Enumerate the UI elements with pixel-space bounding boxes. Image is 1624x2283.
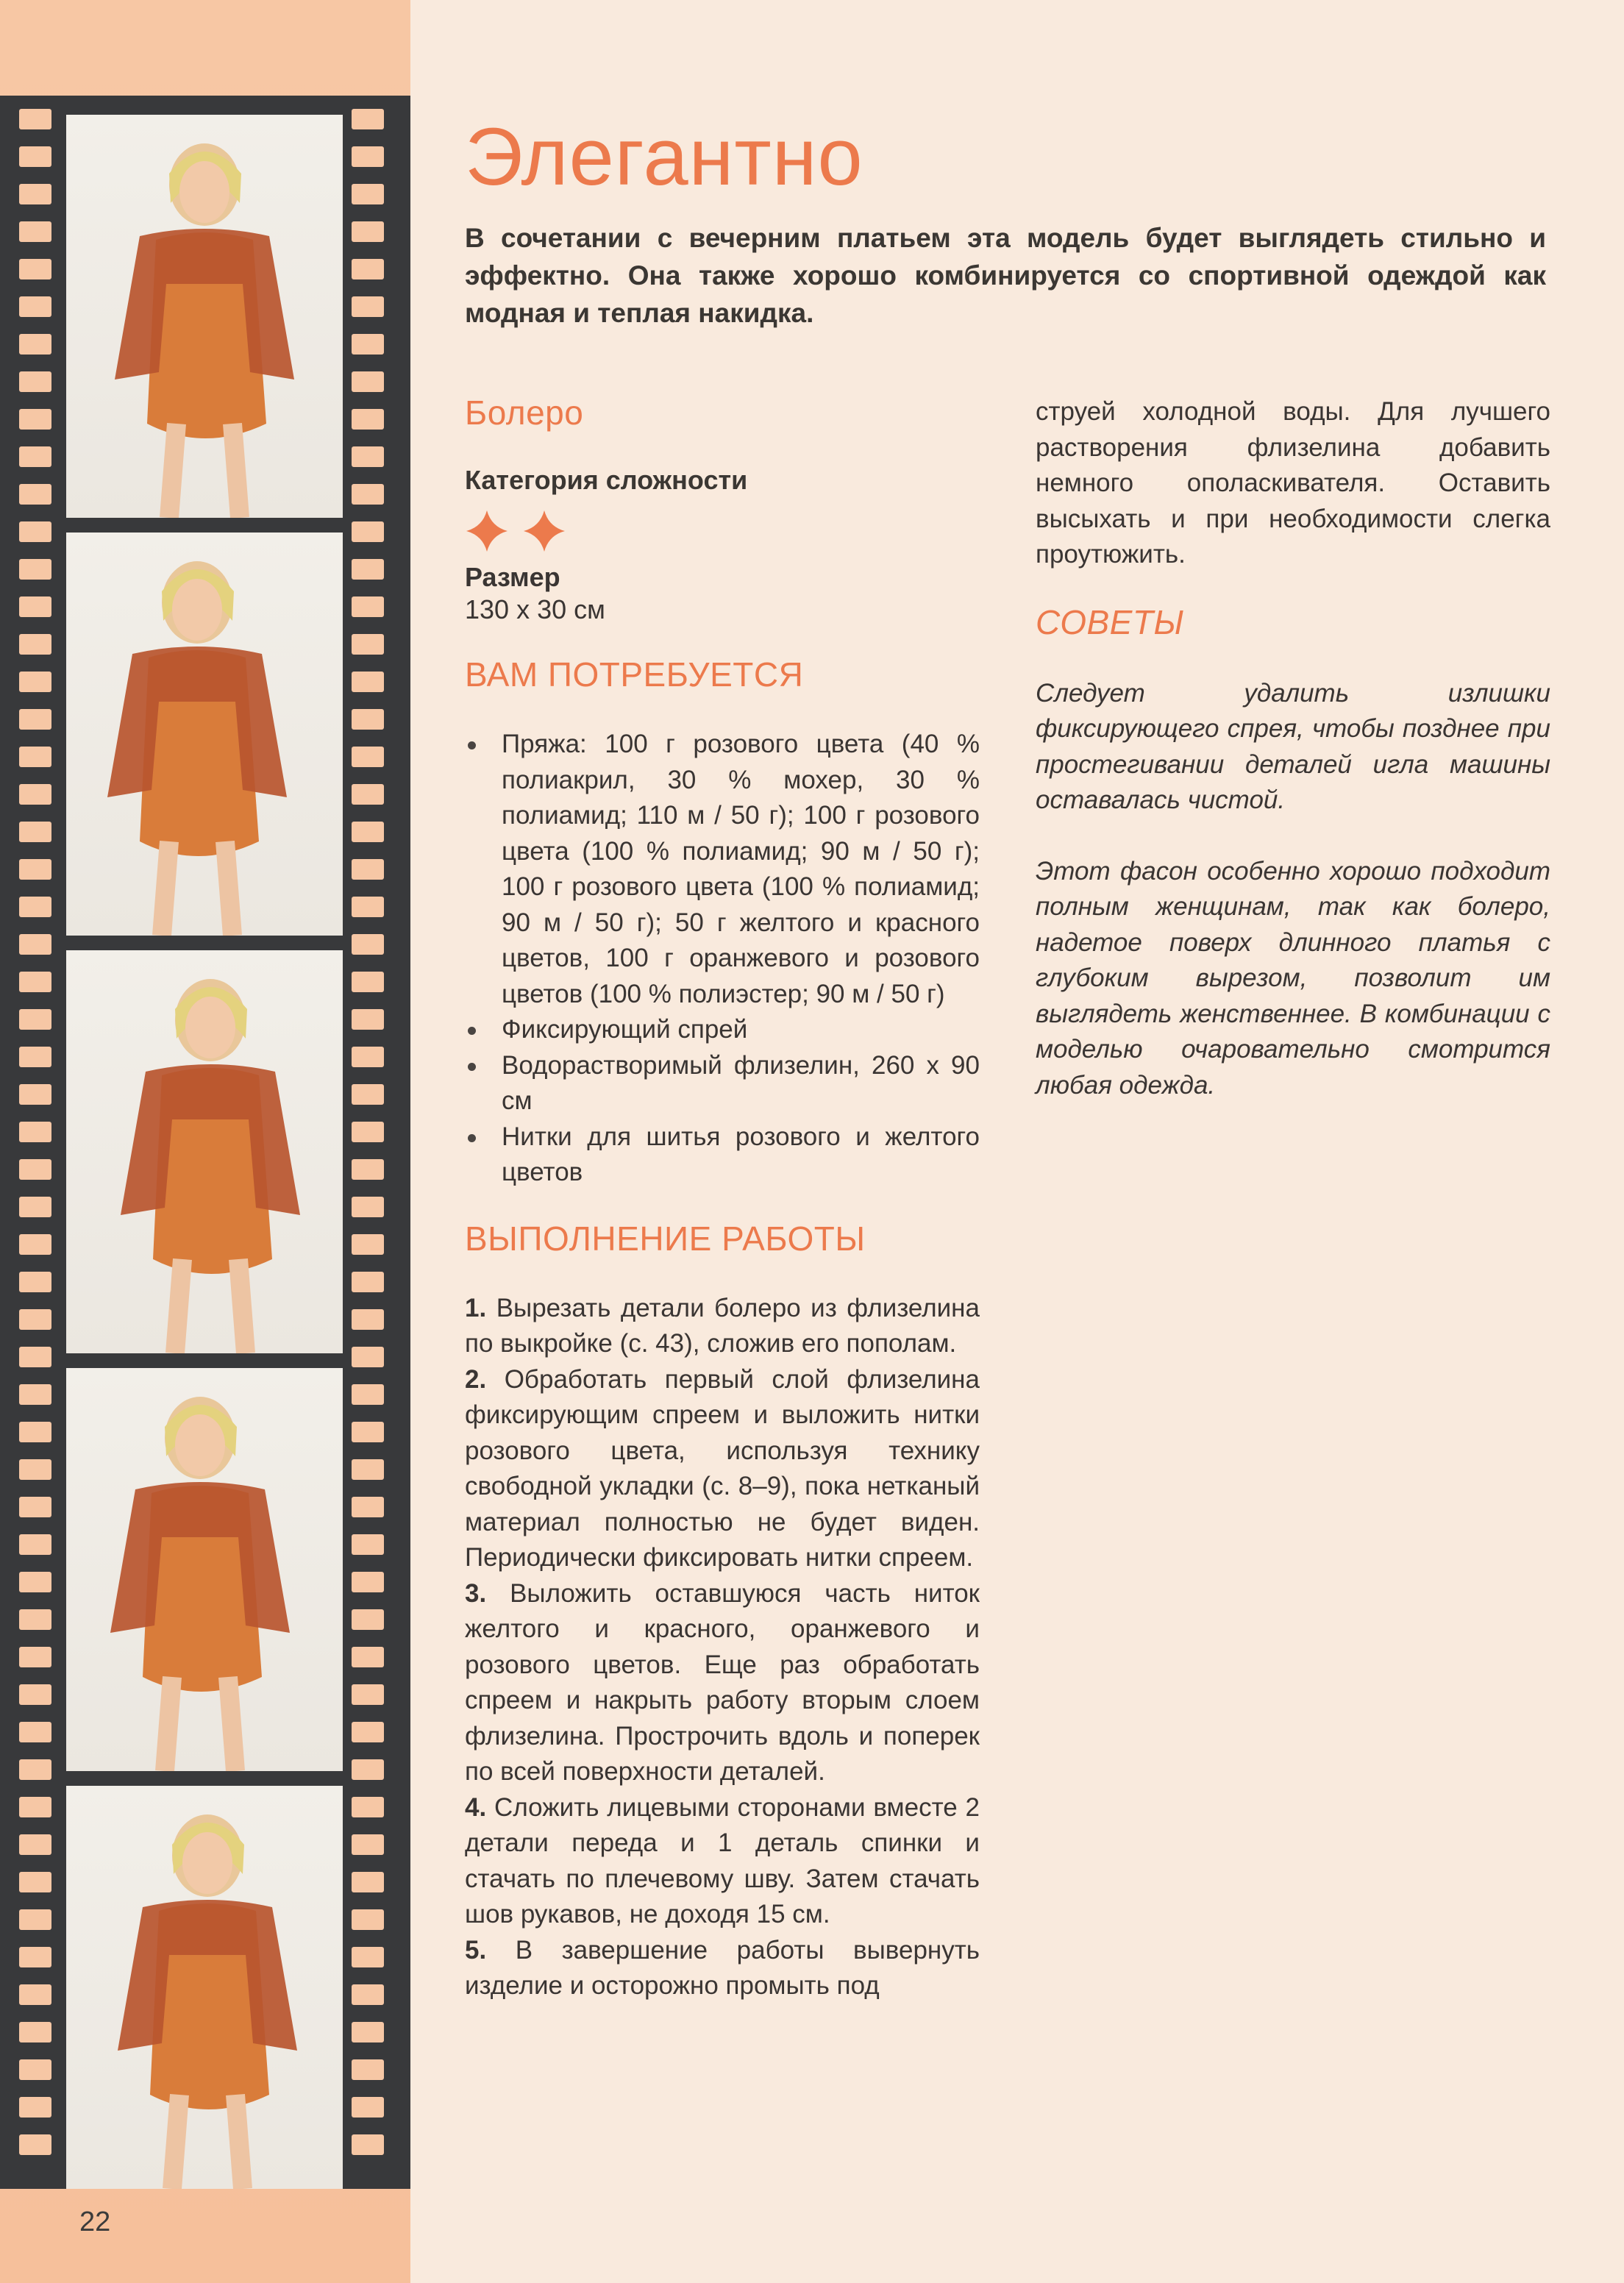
model-photo-2 [66,533,343,936]
right-column [1036,394,1550,1103]
film-perforations-right [352,109,384,2172]
materials-list [465,727,980,1191]
tips-text [1036,676,1550,1104]
step-number: 1. [465,1293,487,1322]
step-text: Вырезать детали болеро из флизелина по выкройке (с. 43), сложив его пополам. [465,1293,980,1358]
step-text: В завершение работы вывернуть изделие и осторожно промыть под [465,1935,980,2000]
difficulty-star-icon [466,510,508,552]
work-step [465,1576,980,1790]
size-value: 130 x 30 см [465,594,605,624]
model-photo-4 [66,1368,343,1771]
step-text: Сложить лицевыми сторонами вместе 2 детали переда и 1 деталь спинки и стачать по плечевому шву. Затем стачать шов рукавов, не доходя 15 см. [465,1792,980,1928]
size-label: Размер [465,562,560,592]
step-number: 5. [465,1935,487,1965]
model-photo-5 [66,1786,343,2189]
step-number: 4. [465,1792,487,1822]
bolero-heading: Болеро [465,393,584,432]
tip-paragraph: Этот фасон особенно хорошо подходит полным женщинам, так как болеро, надетое поверх длинного платья с глубоким вырезом, позволит им выглядеть женственнее. В комбинации с моделью очаровательно смотрится любая одежда. [1036,856,1550,1100]
materials-heading: ВАМ ПОТРЕБУЕТСЯ [465,655,804,694]
work-step [465,1933,980,2004]
work-heading: ВЫПОЛНЕНИЕ РАБОТЫ [465,1219,866,1258]
difficulty-rating [465,509,980,553]
tip-paragraph: Следует удалить излишки фиксирующего спрея, чтобы позднее при простегивании деталей игла машины оставалась чистой. [1036,678,1550,814]
work-step [465,1291,980,1362]
film-strip [0,96,410,2189]
step-text: Обработать первый слой флизелина фиксирующим спреем и выложить нитки розового цвета, используя технику свободной укладки (с. 8–9), пока нетканый материал полностью не будет виден. Периодически фиксировать нитки спреем. [465,1364,980,1572]
step-number: 2. [465,1364,487,1394]
step-text: Выложить оставшуюся часть ниток желтого и красного, оранжевого и розового цветов. Еще раз обработать спреем и накрыть работу вторым слоем флизелина. Прострочить вдоль и поперек по всей поверхности деталей. [465,1578,980,1786]
difficulty-label: Категория сложности [465,465,748,495]
work-step [465,1790,980,1933]
work-step [465,1362,980,1576]
left-column [465,390,980,2004]
model-photo-1 [66,115,343,518]
intro-text: В сочетании с вечерним платьем эта модель будет выглядеть стильно и эффектно. Она также хорошо комбинируется со спортивной одеждой как модная и теплая накидка. [465,223,1546,328]
page-number: 22 [79,2207,111,2237]
page-title: Элегантно [465,112,863,202]
materials-item: Водорастворимый флизелин, 260 х 90 см [465,1048,980,1119]
materials-item: Нитки для шитья розового и желтого цветов [465,1119,980,1191]
model-photo-3 [66,950,343,1353]
materials-item: Пряжа: 100 г розового цвета (40 % полиакрил, 30 % мохер, 30 % полиамид; 110 м / 50 г); 100 г розового цвета (100 % полиамид; 90 м / 50 г); 100 г розового цвета (100 % полиамид; 90 м / 50 г); 50 г желтого и красного цветов, 100 г оранжевого и розового цветов (100 % полиэстер; 90 м / 50 г) [465,727,980,1012]
step-number: 3. [465,1578,487,1608]
materials-item: Фиксирующий спрей [465,1012,980,1048]
film-perforations-left [19,109,51,2172]
difficulty-star-icon [524,510,565,552]
work-steps [465,1291,980,2004]
tips-heading: СОВЕТЫ [1036,602,1184,641]
work-continuation: струей холодной воды. Для лучшего растворения флизелина добавить немного ополаскивателя. Оставить высыхать и при необходимости слегка проутюжить. [1036,397,1550,569]
